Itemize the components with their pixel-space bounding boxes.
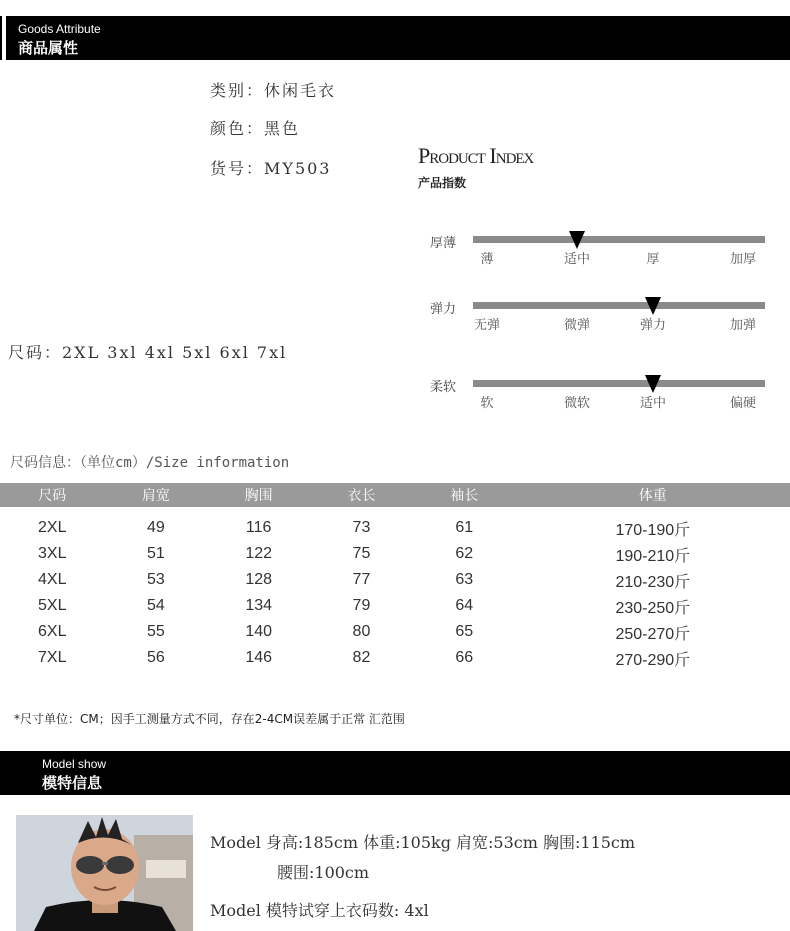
table-cell: 55: [146, 623, 165, 640]
size-table-header-cell: 体重: [516, 483, 790, 507]
model-show-banner: [0, 751, 790, 795]
banner-title-en: Goods Attribute: [18, 22, 101, 36]
table-cell: 66: [455, 649, 474, 666]
table-cell: 7XL: [38, 649, 67, 666]
product-index-option: 加厚: [729, 252, 757, 267]
product-index-option: 薄: [480, 252, 494, 267]
size-table-header-cell: 衣长: [310, 483, 413, 507]
table-cell: 5XL: [38, 597, 67, 614]
table-row: [0, 567, 790, 593]
model-banner-title-en: Model show: [42, 757, 107, 771]
table-row: [0, 593, 790, 619]
size-table-header-cell: 肩宽: [105, 483, 208, 507]
table-cell: 75: [352, 545, 371, 562]
table-cell: 73: [352, 519, 371, 536]
table-cell: 56: [146, 649, 165, 666]
table-cell: 62: [455, 545, 474, 562]
table-row: [0, 645, 790, 671]
size-table-header-cell: 尺码: [0, 483, 105, 507]
product-index-row: [430, 236, 770, 286]
product-index-subtitle: 产品指数: [418, 176, 467, 190]
model-size-worn: Model 模特试穿上衣码数: 4xl: [210, 901, 429, 920]
table-cell: 122: [245, 545, 273, 562]
table-cell: 270-290斤: [615, 651, 691, 669]
attribute-color: 颜色：黑色: [210, 119, 301, 138]
attribute-category: 类别：休闲毛衣: [210, 81, 337, 100]
product-index-marker-icon: [645, 297, 661, 315]
table-cell: 51: [146, 545, 165, 562]
attribute-item-no: 货号：MY503: [210, 159, 332, 178]
table-cell: 64: [455, 597, 474, 614]
product-index-track: [473, 302, 765, 309]
size-table: [0, 483, 790, 671]
product-index-option: 微软: [563, 396, 591, 411]
table-cell: 49: [146, 519, 165, 536]
available-sizes: 尺码：2XL 3xl 4xl 5xl 6xl 7xl: [8, 343, 288, 362]
table-cell: 63: [455, 571, 474, 588]
table-cell: 80: [352, 623, 371, 640]
goods-attribute-banner: [0, 16, 790, 60]
table-cell: 2XL: [38, 519, 67, 536]
table-cell: 170-190斤: [615, 521, 691, 539]
table-cell: 128: [245, 571, 273, 588]
product-index-option: 无弹: [473, 318, 501, 333]
product-index-track: [473, 380, 765, 387]
product-index-track: [473, 236, 765, 243]
table-cell: 79: [352, 597, 371, 614]
model-waist: 腰围:100cm: [277, 863, 370, 882]
table-row: [0, 541, 790, 567]
table-cell: 140: [245, 623, 273, 640]
product-index-row-label: 柔软: [430, 380, 457, 395]
model-banner-title-cn: 模特信息: [42, 774, 103, 792]
size-table-header-cell: 胸围: [207, 483, 310, 507]
product-index-option: 软: [480, 396, 494, 411]
size-info-caption: 尺码信息：（单位cm）/Size information: [10, 455, 290, 471]
table-cell: 65: [455, 623, 474, 640]
table-cell: 146: [245, 649, 273, 666]
table-cell: 53: [146, 571, 165, 588]
product-index-row: [430, 302, 770, 352]
table-row: [0, 507, 790, 541]
table-cell: 250-270斤: [615, 625, 691, 643]
model-photo: [16, 815, 193, 931]
table-cell: 210-230斤: [615, 573, 691, 591]
product-index-option: 弹力: [639, 318, 667, 333]
size-table-header: [0, 483, 790, 507]
table-cell: 82: [352, 649, 371, 666]
product-index-option: 适中: [563, 252, 591, 267]
table-cell: 77: [352, 571, 371, 588]
size-table-body: [0, 507, 790, 671]
banner-title-cn: 商品属性: [18, 39, 79, 57]
table-cell: 3XL: [38, 545, 67, 562]
product-index-option: 适中: [639, 396, 667, 411]
size-table-header-cell: 袖长: [413, 483, 516, 507]
product-index-row: [430, 380, 770, 430]
product-index-marker-icon: [569, 231, 585, 249]
model-measurements: Model 身高:185cm 体重:105kg 肩宽:53cm 胸围:115cm: [210, 833, 636, 852]
product-index-option: 加弹: [729, 318, 757, 333]
table-cell: 134: [245, 597, 273, 614]
table-cell: 6XL: [38, 623, 67, 640]
table-cell: 54: [146, 597, 165, 614]
table-cell: 230-250斤: [615, 599, 691, 617]
product-index-title: Product Index: [418, 143, 534, 168]
banner-accent-bar: [2, 16, 6, 60]
product-index-row-label: 弹力: [430, 302, 457, 317]
product-index-option: 偏硬: [729, 396, 757, 411]
table-cell: 4XL: [38, 571, 67, 588]
product-index-row-label: 厚薄: [430, 236, 457, 251]
measurement-note: *尺寸单位：CM；因手工测量方式不同，存在2-4CM误差属于正常 汇范围: [14, 712, 405, 726]
table-row: [0, 619, 790, 645]
product-index-marker-icon: [645, 375, 661, 393]
table-cell: 61: [455, 519, 474, 536]
product-index-option: 厚: [646, 252, 660, 267]
table-cell: 190-210斤: [615, 547, 691, 565]
table-cell: 116: [245, 519, 272, 536]
product-index-option: 微弹: [563, 318, 591, 333]
